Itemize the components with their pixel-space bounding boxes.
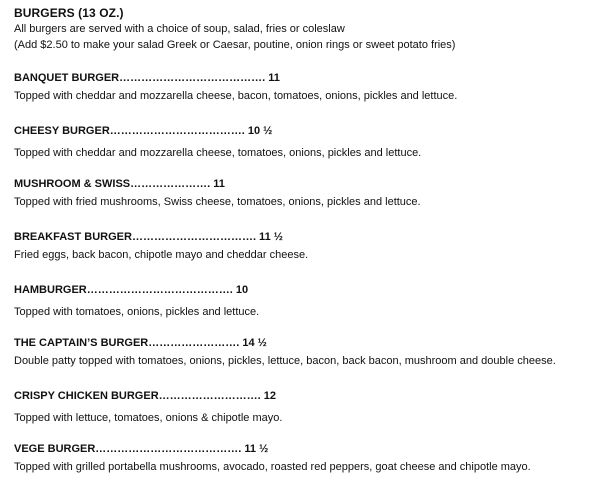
menu-item-description: Topped with cheddar and mozzarella cheese, bacon, tomatoes, onions, pickles and lettuce. (14, 90, 458, 102)
menu-item-title: CRISPY CHICKEN BURGER………………………. 12 (14, 390, 276, 402)
menu-item-mushroom-swiss (14, 176, 594, 229)
menu-item-description: Fried eggs, back bacon, chipotle mayo and cheddar cheese. (14, 249, 309, 261)
menu-item-list (14, 70, 594, 494)
menu-item-description: Topped with cheddar and mozzarella cheese, tomatoes, onions, pickles and lettuce. (14, 147, 422, 159)
section-title: BURGERS (13 OZ.) (14, 6, 124, 20)
menu-item-crispy-chicken-burger (14, 388, 594, 441)
section-header (14, 6, 594, 53)
section-addon-line: (Add $2.50 to make your salad Greek or Caesar, poutine, onion rings or sweet potato fries) (14, 39, 456, 51)
menu-item-cheesy-burger (14, 123, 594, 176)
burger-menu (14, 6, 594, 494)
menu-item-title: VEGE BURGER…………………………………. 11 ½ (14, 443, 269, 455)
menu-item-banquet-burger (14, 70, 594, 123)
menu-item-title: BREAKFAST BURGER……………………………. 11 ½ (14, 231, 283, 243)
menu-item-title: THE CAPTAIN’S BURGER……………………. 14 ½ (14, 337, 267, 349)
menu-item-description: Topped with tomatoes, onions, pickles and lettuce. (14, 306, 260, 318)
menu-item-title: HAMBURGER…………………………………. 10 (14, 284, 249, 296)
menu-item-title: MUSHROOM & SWISS…………………. 11 (14, 178, 225, 190)
section-intro-line: All burgers are served with a choice of soup, salad, fries or coleslaw (14, 23, 345, 35)
menu-item-vege-burger (14, 441, 594, 494)
menu-item-description: Topped with fried mushrooms, Swiss cheese, tomatoes, onions, pickles and lettuce. (14, 196, 421, 208)
menu-item-captains-burger (14, 335, 594, 388)
menu-item-title: BANQUET BURGER…………………………………. 11 (14, 72, 280, 84)
menu-item-description: Topped with lettuce, tomatoes, onions & chipotle mayo. (14, 412, 283, 424)
menu-item-description: Topped with grilled portabella mushrooms, avocado, roasted red peppers, goat cheese and chipotle mayo. (14, 461, 531, 473)
menu-item-title: CHEESY BURGER………………………………. 10 ½ (14, 125, 273, 137)
menu-item-breakfast-burger (14, 229, 594, 282)
menu-item-hamburger (14, 282, 594, 335)
menu-item-description: Double patty topped with tomatoes, onions, pickles, lettuce, bacon, back bacon, mushroom and double cheese. (14, 355, 556, 367)
